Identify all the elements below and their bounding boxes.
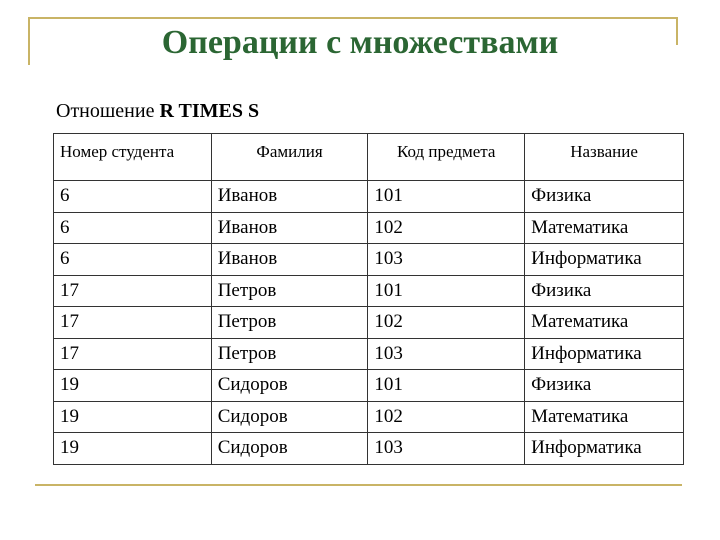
cell-student-number: 6 <box>54 244 212 276</box>
table-row <box>54 433 684 465</box>
cell-subject-code: 101 <box>368 370 525 402</box>
header-subject-name: Название <box>525 134 684 181</box>
relation-table <box>53 133 684 465</box>
cell-student-number: 19 <box>54 401 212 433</box>
cell-subject-name: Информатика <box>525 338 684 370</box>
table-row <box>54 181 684 213</box>
cell-subject-code: 103 <box>368 433 525 465</box>
table-row <box>54 212 684 244</box>
cell-subject-code: 103 <box>368 338 525 370</box>
cell-surname: Петров <box>211 275 368 307</box>
table-row <box>54 370 684 402</box>
bottom-rule-line <box>35 484 682 486</box>
cell-subject-name: Математика <box>525 212 684 244</box>
relation-name: R TIMES S <box>159 100 260 122</box>
table-row <box>54 275 684 307</box>
cell-surname: Сидоров <box>211 370 368 402</box>
cell-subject-name: Информатика <box>525 244 684 276</box>
cell-subject-code: 102 <box>368 212 525 244</box>
table-row <box>54 307 684 339</box>
cell-subject-name: Физика <box>525 181 684 213</box>
cell-surname: Иванов <box>211 244 368 276</box>
cell-student-number: 19 <box>54 433 212 465</box>
cell-subject-code: 101 <box>368 275 525 307</box>
cell-student-number: 17 <box>54 338 212 370</box>
header-subject-code: Код предмета <box>368 134 525 181</box>
cell-surname: Петров <box>211 338 368 370</box>
cell-student-number: 6 <box>54 212 212 244</box>
relation-caption <box>56 100 259 123</box>
table-row <box>54 401 684 433</box>
cell-student-number: 6 <box>54 181 212 213</box>
cell-surname: Иванов <box>211 181 368 213</box>
cell-surname: Сидоров <box>211 433 368 465</box>
cell-subject-name: Физика <box>525 275 684 307</box>
cell-surname: Сидоров <box>211 401 368 433</box>
table-header-row <box>54 134 684 181</box>
cell-subject-code: 102 <box>368 307 525 339</box>
frame-top-line <box>28 17 678 19</box>
header-student-number: Номер студента <box>54 134 212 181</box>
cell-subject-name: Математика <box>525 307 684 339</box>
cell-subject-name: Физика <box>525 370 684 402</box>
cell-subject-code: 103 <box>368 244 525 276</box>
header-surname: Фамилия <box>211 134 368 181</box>
cell-student-number: 19 <box>54 370 212 402</box>
cell-subject-name: Математика <box>525 401 684 433</box>
cell-surname: Иванов <box>211 212 368 244</box>
cell-student-number: 17 <box>54 307 212 339</box>
table-row <box>54 244 684 276</box>
table-row <box>54 338 684 370</box>
cell-surname: Петров <box>211 307 368 339</box>
relation-caption-prefix: Отношение <box>56 100 160 122</box>
cell-subject-name: Информатика <box>525 433 684 465</box>
cell-subject-code: 101 <box>368 181 525 213</box>
cell-subject-code: 102 <box>368 401 525 433</box>
cell-student-number: 17 <box>54 275 212 307</box>
slide-title: Операции с множествами <box>161 24 559 61</box>
